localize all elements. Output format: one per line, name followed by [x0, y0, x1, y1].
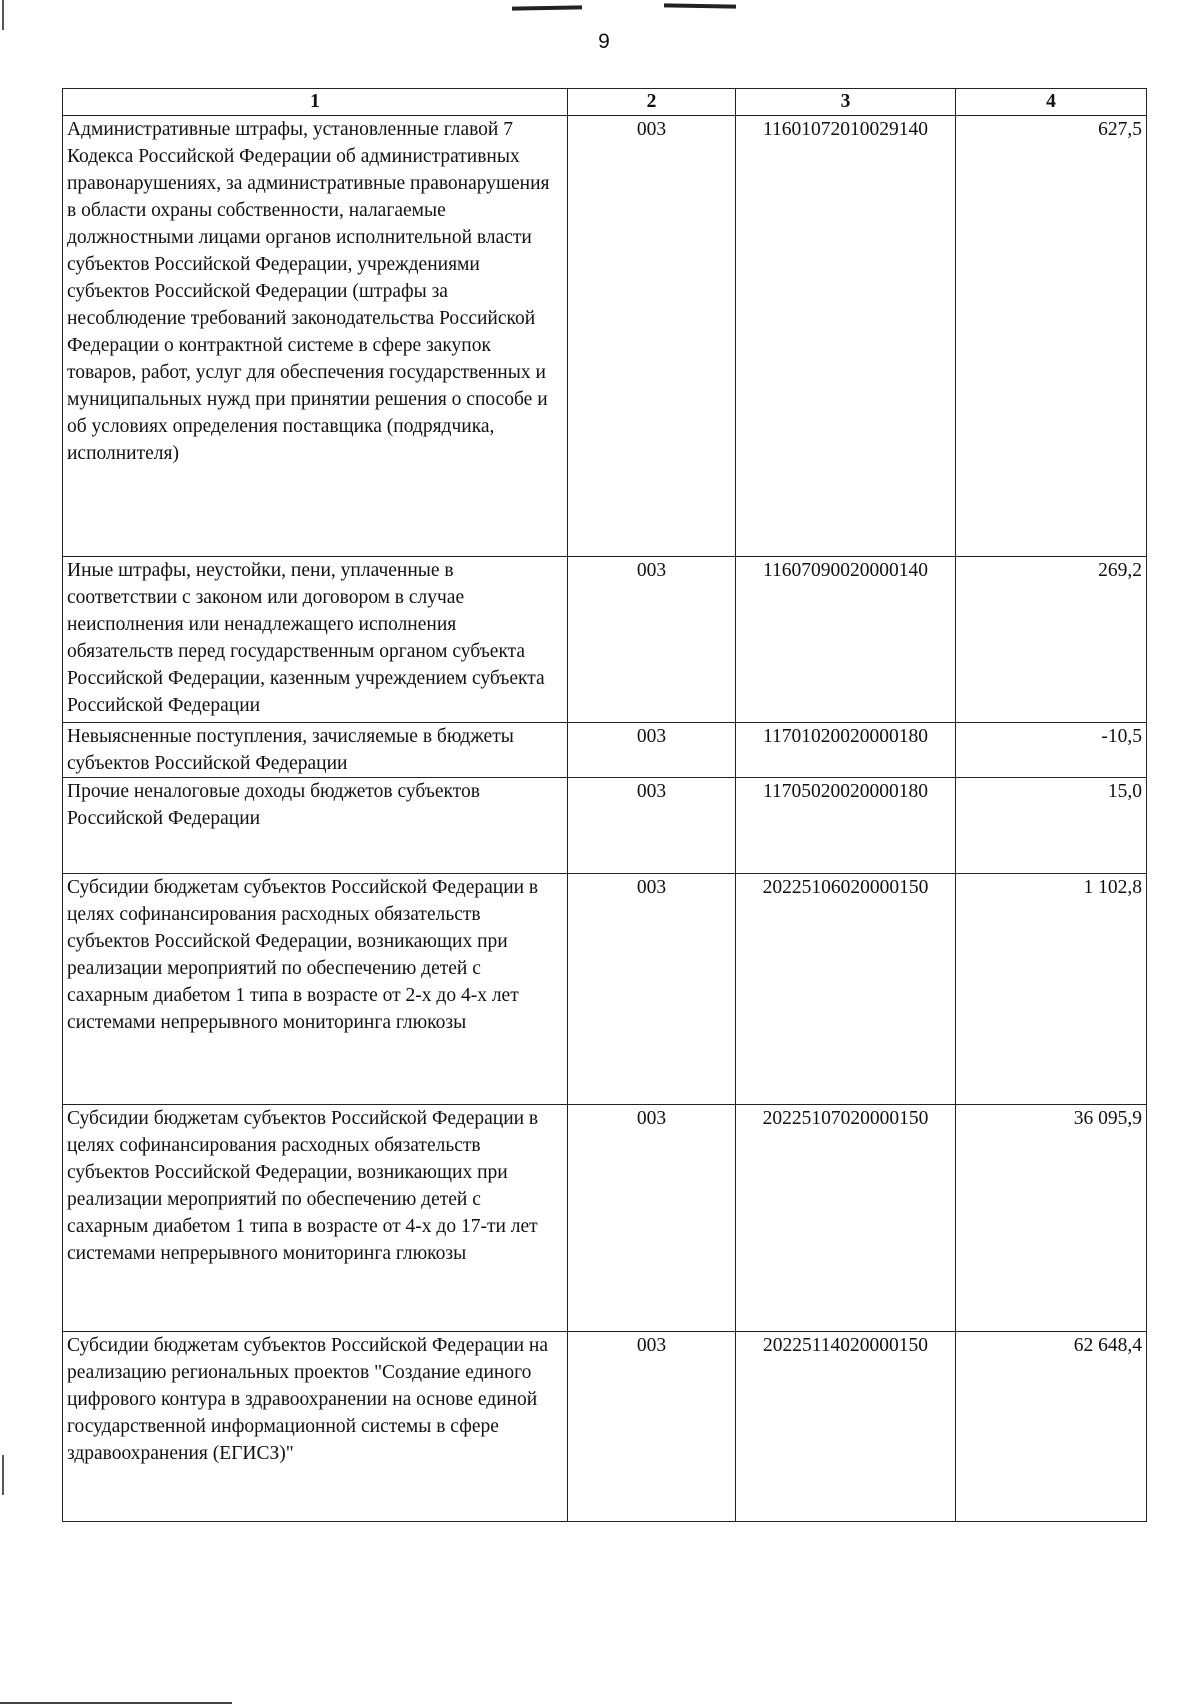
amount-cell: 62 648,4: [956, 1332, 1147, 1522]
amount-cell: 269,2: [956, 557, 1147, 723]
admin-code-cell: 003: [568, 116, 736, 557]
table-row: [63, 1332, 1147, 1522]
budget-code-cell: 11607090020000140: [736, 557, 956, 723]
description-cell: Иные штрафы, неустойки, пени, уплаченные в соответствии с законом или договором в случае неисполнения или ненадлежащего исполнения обязательств перед государственным органом субъекта Российской Федерации, казенным учреждением субъекта Российской Федерации: [63, 557, 568, 723]
description-cell: Прочие неналоговые доходы бюджетов субъектов Российской Федерации: [63, 778, 568, 874]
budget-code-cell: 20225114020000150: [736, 1332, 956, 1522]
amount-cell: -10,5: [956, 723, 1147, 778]
description-cell: Субсидии бюджетам субъектов Российской Федерации в целях софинансирования расходных обязательств субъектов Российской Федерации, возникающих при реализации мероприятий по обеспечению детей с сахарным диабетом 1 типа в возрасте от 2-х до 4-х лет системами непрерывного мониторинга глюкозы: [63, 874, 568, 1105]
amount-cell: 15,0: [956, 778, 1147, 874]
admin-code-cell: 003: [568, 874, 736, 1105]
admin-code-cell: 003: [568, 723, 736, 778]
budget-code-cell: 20225107020000150: [736, 1105, 956, 1332]
description-cell: Административные штрафы, установленные главой 7 Кодекса Российской Федерации об административных правонарушениях, за административные правонарушения в области охраны собственности, налагаемые должностными лицами органов исполнительной власти субъектов Российской Федерации, учреждениями субъектов Российской Федерации (штрафы за несоблюдение требований законодательства Российской Федерации о контрактной системе в сфере закупок товаров, работ, услуг для обеспечения государственных и муниципальных нужд при принятии решения о способе и об условиях определения поставщика (подрядчика, исполнителя): [63, 116, 568, 557]
table-row: [63, 116, 1147, 557]
column-header: 2: [568, 89, 736, 116]
table-header-row: [63, 89, 1147, 116]
budget-code-cell: 11705020020000180: [736, 778, 956, 874]
table-row: [63, 557, 1147, 723]
table-row: [63, 1105, 1147, 1332]
admin-code-cell: 003: [568, 1332, 736, 1522]
scan-mark: [664, 3, 736, 8]
column-header: 4: [956, 89, 1147, 116]
page-number: 9: [598, 30, 610, 53]
admin-code-cell: 003: [568, 1105, 736, 1332]
description-cell: Невыясненные поступления, зачисляемые в бюджеты субъектов Российской Федерации: [63, 723, 568, 778]
scan-mark: [0, 1702, 232, 1704]
admin-code-cell: 003: [568, 557, 736, 723]
column-header: 3: [736, 89, 956, 116]
description-cell: Субсидии бюджетам субъектов Российской Федерации в целях софинансирования расходных обязательств субъектов Российской Федерации, возникающих при реализации мероприятий по обеспечению детей с сахарным диабетом 1 типа в возрасте от 4-х до 17-ти лет системами непрерывного мониторинга глюкозы: [63, 1105, 568, 1332]
budget-revenue-table: [62, 88, 1147, 1522]
budget-code-cell: 11701020020000180: [736, 723, 956, 778]
scan-mark: [512, 5, 582, 10]
amount-cell: 36 095,9: [956, 1105, 1147, 1332]
scan-mark: [2, 0, 4, 30]
amount-cell: 627,5: [956, 116, 1147, 557]
table-row: [63, 778, 1147, 874]
column-header: 1: [63, 89, 568, 116]
admin-code-cell: 003: [568, 778, 736, 874]
budget-code-cell: 11601072010029140: [736, 116, 956, 557]
description-cell: Субсидии бюджетам субъектов Российской Федерации на реализацию региональных проектов "Создание единого цифрового контура в здравоохранении на основе единой государственной информационной системы в сфере здравоохранения (ЕГИСЗ)": [63, 1332, 568, 1522]
table-row: [63, 874, 1147, 1105]
scan-mark: [2, 1455, 4, 1495]
table-row: [63, 723, 1147, 778]
budget-code-cell: 20225106020000150: [736, 874, 956, 1105]
amount-cell: 1 102,8: [956, 874, 1147, 1105]
